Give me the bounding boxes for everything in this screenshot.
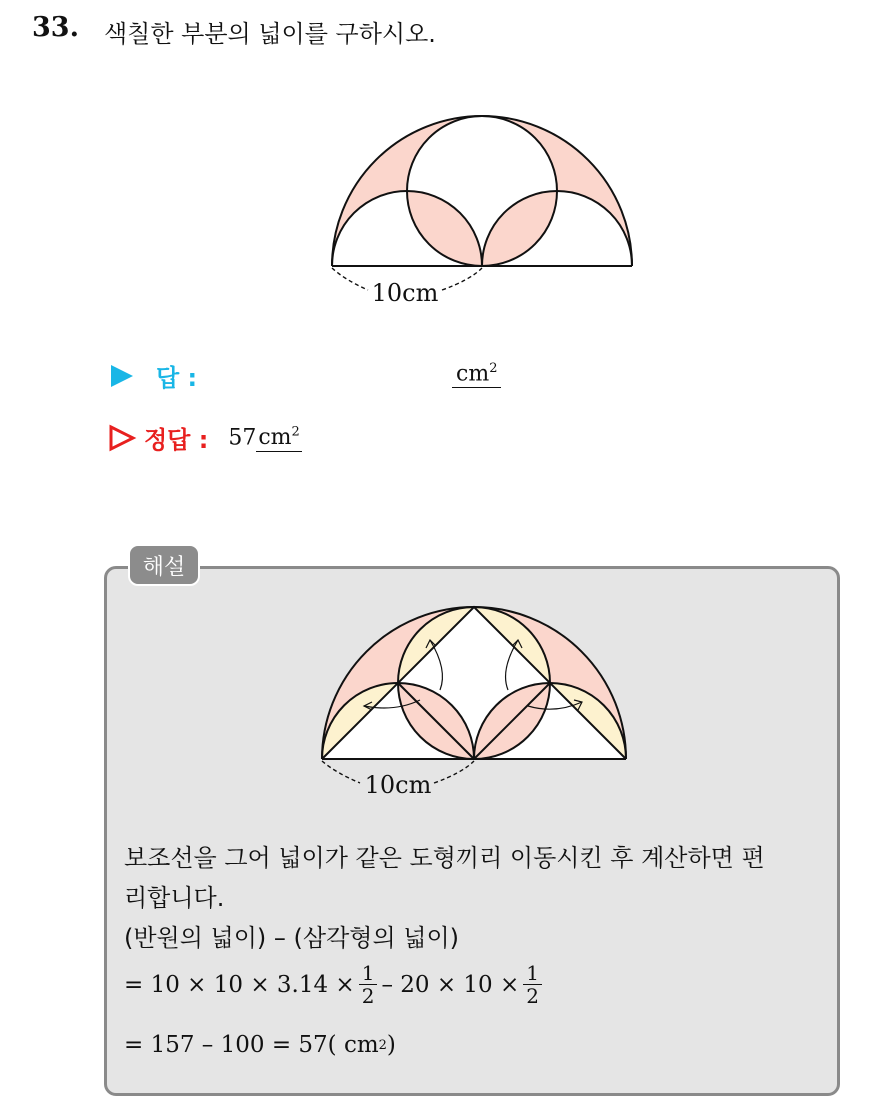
calc1-part-b: – 20 × 10 × — [381, 971, 520, 998]
frac1-den: 2 — [361, 984, 375, 1008]
calc1-part-a: = 10 × 10 × 3.14 × — [124, 971, 355, 998]
explanation-line-3: (반원의 넓이) – (삼각형의 넓이) — [124, 924, 459, 952]
question-number: 33. — [32, 12, 79, 43]
calc-line-2 — [124, 1032, 396, 1058]
question-text: 색칠한 부분의 넓이를 구하시오. — [104, 20, 436, 48]
frac2-den: 2 — [526, 984, 539, 1008]
explanation-text — [124, 838, 824, 958]
calc2-exp: 2 — [378, 1037, 387, 1053]
answer-unit-exp: 2 — [489, 361, 498, 376]
correct-row — [108, 420, 302, 455]
calc2-text: = 157 – 100 = 57( cm — [124, 1032, 379, 1058]
problem-figure — [0, 0, 884, 330]
explanation-line-1: 보조선을 그어 넓이가 같은 도형끼리 이동시킨 후 계산하면 편 — [124, 844, 765, 872]
outline-triangle-icon — [108, 424, 136, 452]
calc2-end: ) — [386, 1032, 396, 1058]
correct-unit-underline — [256, 425, 301, 452]
correct-unit: cm — [258, 425, 292, 451]
explanation-tag: 해설 — [128, 544, 200, 586]
correct-label: 정답 : — [144, 426, 209, 454]
play-triangle-icon — [108, 363, 134, 389]
frac1-num: 1 — [359, 962, 378, 985]
exp-length-label: 10cm — [364, 771, 432, 799]
answer-input[interactable] — [452, 362, 501, 388]
answer-row — [108, 358, 197, 393]
half-fraction-1 — [359, 962, 378, 1007]
frac2-num: 1 — [523, 962, 542, 985]
half-fraction-2 — [523, 962, 542, 1007]
answer-unit: cm — [456, 361, 490, 387]
explanation-box — [104, 566, 840, 1096]
length-label: 10cm — [371, 279, 439, 307]
answer-label: 답 : — [156, 364, 198, 392]
calc-line-1 — [124, 962, 546, 1007]
explanation-line-2: 리합니다. — [124, 884, 225, 912]
correct-value: 57 — [228, 425, 257, 451]
correct-value-group — [228, 425, 301, 450]
correct-unit-exp: 2 — [291, 424, 300, 440]
